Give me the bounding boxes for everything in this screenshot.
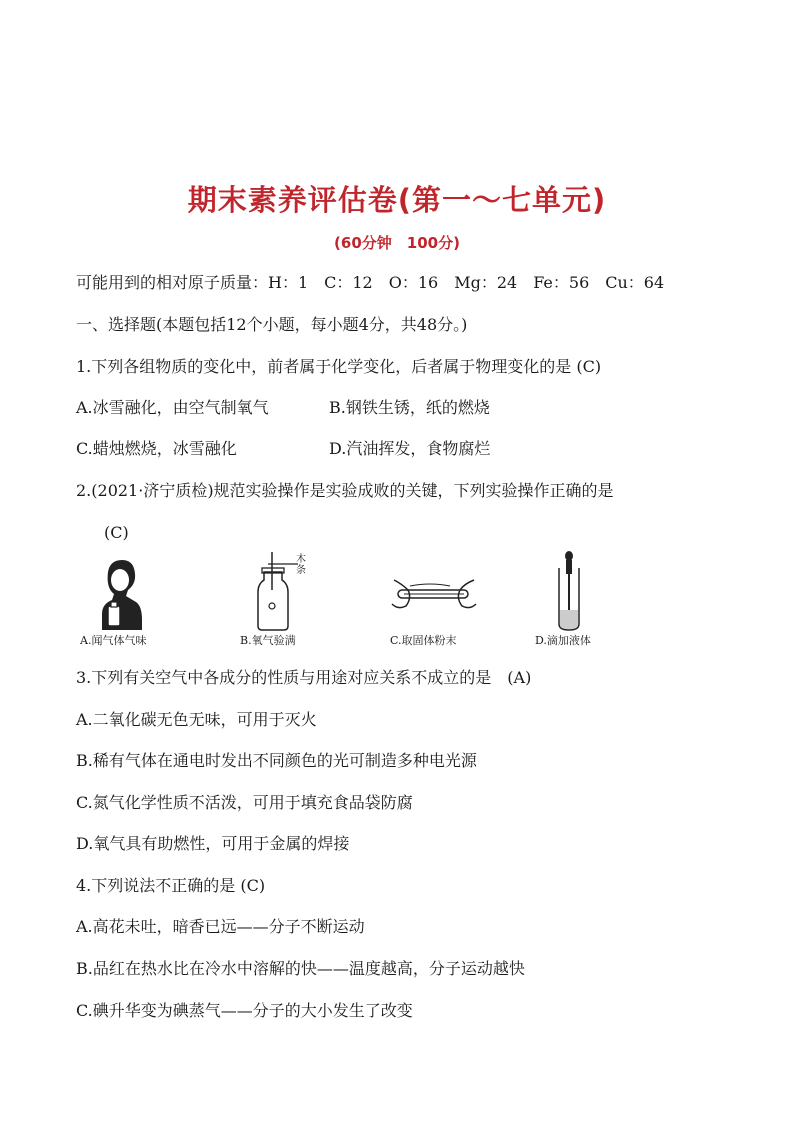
q1-option-d: D.汽油挥发，食物腐烂 [329,439,491,458]
test-tube-hands-icon [390,550,480,632]
figure-caption-a: A.闻气体气味 [80,634,147,647]
page-title: 期末素养评估卷(第一～七单元) [187,183,607,217]
q1-stem: 1.下列各组物质的变化中，前者属于化学变化，后者属于物理变化的是 (C) [76,357,602,376]
atomic-masses-line: 可能用到的相对原子质量：H：1 C：12 O：16 Mg：24 Fe：56 Cu：64 [76,273,665,292]
figure-smell-gas [80,550,200,650]
section-heading: 一、选择题(本题包括12个小题，每小题4分，共48分。) [76,315,468,334]
dropper-icon [549,550,589,632]
q1-option-c: C.蜡烛燃烧，冰雪融化 [76,439,237,458]
wood-strip-label: 木条 [296,554,306,576]
figure-caption-d: D.滴加液体 [535,634,591,647]
figure-caption-b: B.氧气验满 [240,634,296,647]
person-smelling-icon [80,550,170,632]
page-subtitle: (60分钟 100分) [334,234,460,252]
q1-option-a: A.冰雪融化，由空气制氧气 [76,398,269,417]
figure-solid-powder [390,550,510,650]
figure-oxygen-test [240,550,360,650]
q3-option-d: D.氧气具有助燃性，可用于金属的焊接 [76,834,350,853]
q4-option-a: A.高花未吐，暗香已远——分子不断运动 [76,917,365,936]
q3-stem: 3.下列有关空气中各成分的性质与用途对应关系不成立的是 (A) [76,668,532,687]
q4-stem: 4.下列说法不正确的是 (C) [76,876,266,895]
q3-option-b: B.稀有气体在通电时发出不同颜色的光可制造多种电光源 [76,751,477,770]
figure-add-liquid [535,550,655,650]
q1-option-b: B.钢铁生锈，纸的燃烧 [329,398,490,417]
q4-option-b: B.品红在热水比在冷水中溶解的快——温度越高，分子运动越快 [76,959,525,978]
q2-answer: (C) [104,523,129,542]
gas-bottle-icon [240,550,330,632]
q3-option-a: A.二氧化碳无色无味，可用于灭火 [76,710,317,729]
q2-figure [80,550,620,650]
q2-stem: 2.(2021·济宁质检)规范实验操作是实验成败的关键，下列实验操作正确的是 [76,481,614,500]
q4-option-c: C.碘升华变为碘蒸气——分子的大小发生了改变 [76,1001,413,1020]
figure-caption-c: C.取固体粉末 [390,634,457,647]
q3-option-c: C.氮气化学性质不活泼，可用于填充食品袋防腐 [76,793,413,812]
